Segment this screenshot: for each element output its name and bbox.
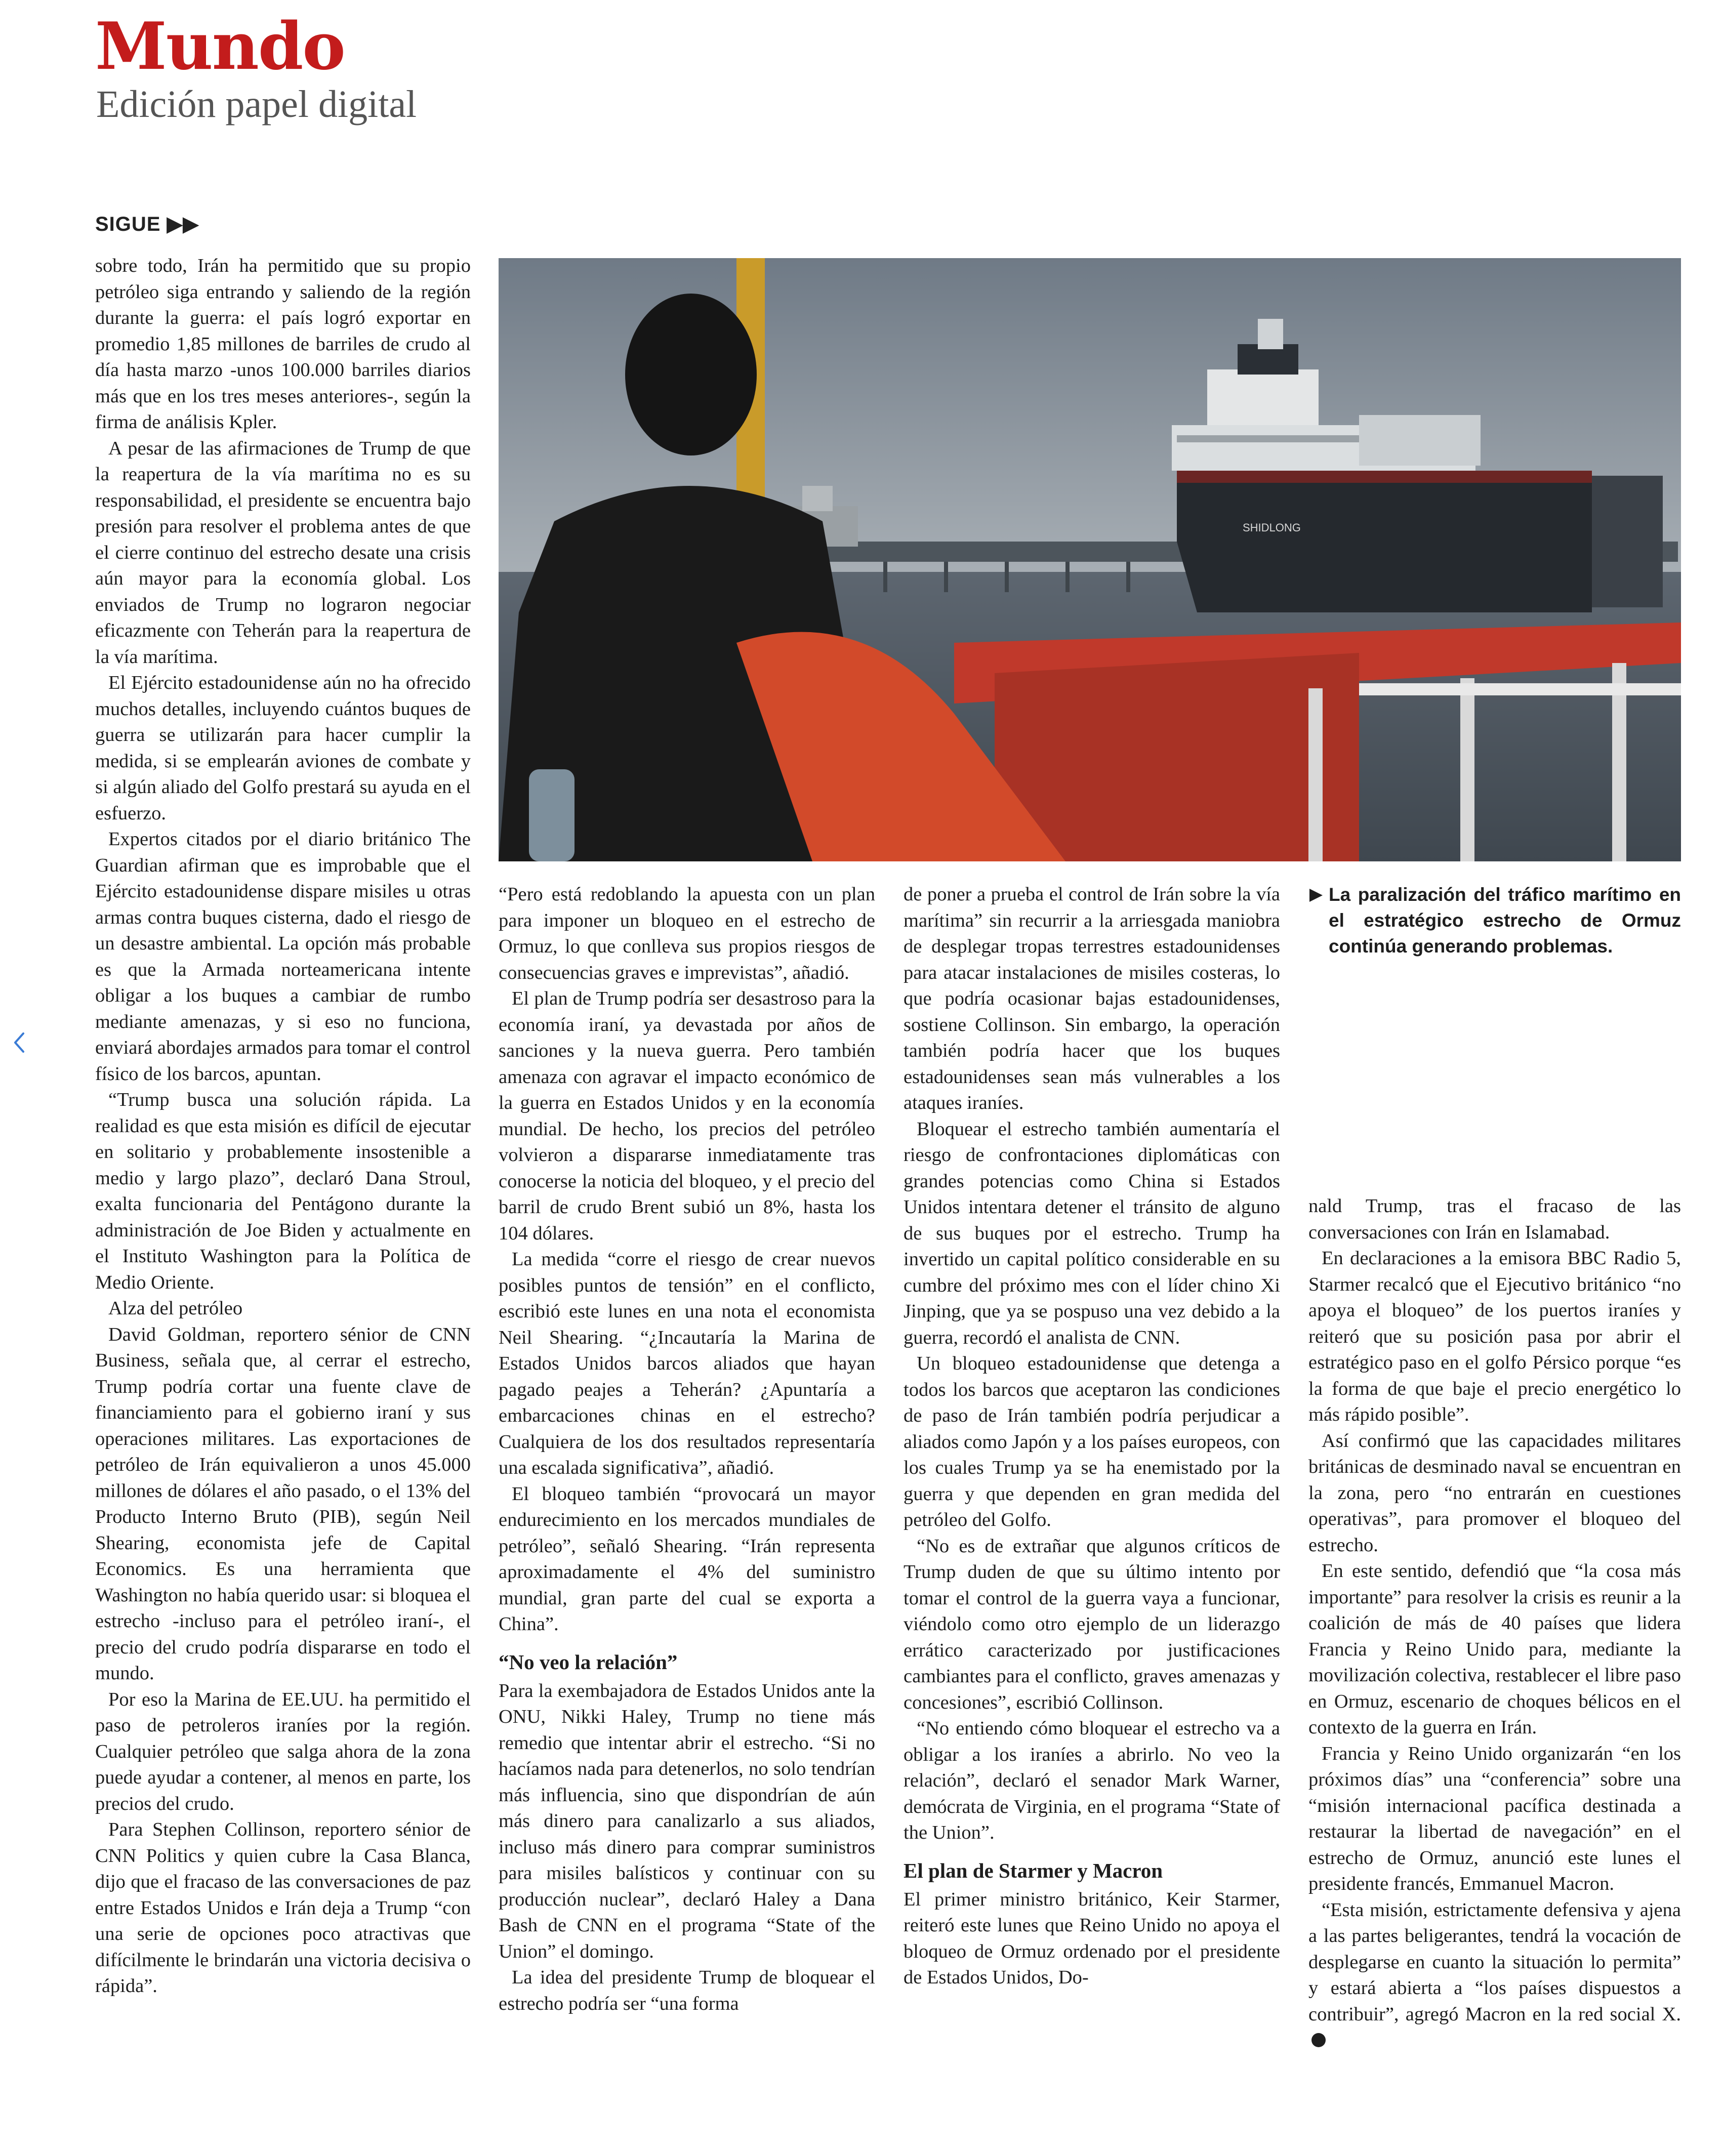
paragraph: En declaraciones a la emisora BBC Radio 5, Starmer recalcó que el Ejecutivo británico “no apoya el bloqueo” de los puertos iraníes y reiteró que su posición pasa por abrir el estratégico paso en el golfo Pérsico porque “es la forma de que baje el precio energético lo más rápido posible”. [1308, 1248, 1681, 1425]
subheading-no-veo-relacion: “No veo la relación” [499, 1650, 678, 1674]
section-title: Mundo [95, 9, 345, 85]
article-column-1 [95, 253, 471, 2000]
paragraph: Expertos citados por el diario británico The Guardian afirman que es improbable que el Ejército estadounidense dispare misiles u otras armas contra buques cisterna, dado el riesgo de un desastre ambiental. La opción más probable es que la Armada norteamericana intente obligar a los buques a cambiar de rumbo mediante amenazas, y si eso no funciona, enviará abordajes armados para tomar el control físico de los barcos, apuntan. [95, 828, 471, 1085]
paragraph: “No es de extrañar que algunos críticos de Trump duden de que su último intento por tomar el control de la guerra vaya a funcionar, viéndolo como otro ejemplo de un liderazgo errático caracterizado por justificaciones cambiantes para el conflicto, graves amenazas y concesiones”, escribió Collinson. [904, 1535, 1280, 1713]
paragraph: David Goldman, reportero sénior de CNN Business, señala que, al cerrar el estrecho, Trump podría cortar una fuente clave de financiamiento para el gobierno iraní y sus operaciones militares. Las exportaciones de petróleo de Irán equivalieron a unos 45.000 millones de dólares el año pasado, o el 13% del Producto Interno Bruto (PIB), según Neil Shearing, economista jefe de Capital Economics. Es una herramienta que Washington no había querido usar: si bloquea el estrecho -incluso para el petróleo iraní-, el precio del crudo podría dispararse en todo el mundo. [95, 1323, 471, 1684]
paragraph: Bloquear el estrecho también aumentaría el riesgo de confrontaciones diplomáticas con grandes potencias como China si Estados Unidos intentara detener el tránsito de alguno de sus buques por el estrecho. Trump ha invertido un capital político considerable en su cumbre del próximo mes con el líder chino Xi Jinping, que ya se pospuso una vez debido a la guerra, recordó el analista de CNN. [904, 1118, 1280, 1348]
paragraph: El plan de Trump podría ser desastroso para la economía iraní, ya devastada por años de sanciones y la nueva guerra. Pero también amenaza con agravar el impacto económico de la guerra en Estados Unidos y en la economía mundial. De hecho, los precios del petróleo volvieron a dispararse inmediatamente tras conocerse la noticia del bloqueo, y el precio del barril de crudo Brent subió un 8%, hasta los 104 dólares. [499, 988, 875, 1244]
ship-name-label: SHIDLONG [1243, 521, 1301, 534]
paragraph: En este sentido, defendió que “la cosa más importante” para resolver la crisis es reunir a la coalición de más de 40 países que lidera Francia y Reino Unido para, mediante la movilización colectiva, restablecer el libre paso en Ormuz, escenario de choques bélicos en el contexto de la guerra en Irán. [1308, 1560, 1681, 1738]
chevron-left-icon[interactable] [9, 1027, 29, 1058]
paragraph: Un bloqueo estadounidense que detenga a todos los barcos que aceptaron las condiciones de paso de Irán también podría perjudicar a aliados como Japón y a los países europeos, con los cuales Trump ya se ha enemistado por la guerra y que dependen en gran medida del petróleo del Golfo. [904, 1353, 1280, 1530]
paragraph: Por eso la Marina de EE.UU. ha permitido el paso de petroleros iraníes por la región. Cualquier petróleo que salga ahora de la zona puede ayudar a contener, al menos en parte, los precios del crudo. [95, 1688, 471, 1814]
article-column-4 [1308, 1193, 1681, 2054]
paragraph: Francia y Reino Unido organizarán “en los próximos días” una “conferencia” sobre una “misión internacional pacífica destinada a restaurar la libertad de navegación” en el estrecho de Ormuz, anunció este lunes el presidente francés, Emmanuel Macron. [1308, 1743, 1681, 1894]
paragraph: nald Trump, tras el fracaso de las conversaciones con Irán en Islamabad. [1308, 1195, 1681, 1243]
edition-subtitle: Edición papel digital [96, 83, 417, 126]
paragraph: de poner a prueba el control de Irán sobre la vía marítima” sin recurrir a la arriesgada maniobra de desplegar tropas terrestres estadounidenses para atacar instalaciones de misiles costeras, lo que podría ocasionar bajas estadounidenses, sostiene Collinson. Sin embargo, la operación también podría hacer que los buques estadounidenses sean más vulnerables a los ataques iraníes. [904, 884, 1280, 1113]
paragraph: Para Stephen Collinson, reportero sénior de CNN Politics y quien cubre la Casa Blanca, dijo que el fracaso de las conversaciones de paz entre Estados Unidos e Irán deja a Trump “con una serie de opciones poco atractivas que difícilmente le brindarán una victoria decisiva o rápida”. [95, 1819, 471, 1997]
article-column-3 [904, 882, 1280, 1991]
news-photo-tanker [499, 258, 1681, 861]
paragraph: “No entiendo cómo bloquear el estrecho va a obligar a los iraníes a abrirlo. No veo la relación”, declaró el senador Mark Warner, demócrata de Virginia, en el programa “State of the Union”. [904, 1718, 1280, 1843]
article-column-2 [499, 882, 875, 2017]
paragraph: “Trump busca una solución rápida. La realidad es que esta misión es difícil de ejecutar en solitario y probablemente insostenible a medio y largo plazo”, declaró Dana Stroul, exalta funcionaria del Pentágono durante la administración de Joe Biden y actualmente en el Instituto Washington para la Política de Medio Oriente. [95, 1089, 471, 1293]
paragraph: El bloqueo también “provocará un mayor endurecimiento en los mercados mundiales de petróleo”, señaló Shearing. “Irán representa aproximadamente el 4% del suministro mundial, gran parte del cual se exporta a China”. [499, 1483, 875, 1635]
paragraph: La idea del presidente Trump de bloquear el estrecho podría ser “una forma [499, 1967, 875, 2014]
end-of-article-icon [1311, 2033, 1326, 2047]
photo-caption: La paralización del tráfico marítimo en el estratégico estrecho de Ormuz continúa generando problemas. [1329, 884, 1681, 957]
paragraph: “Pero está redoblando la apuesta con un plan para imponer un bloqueo en el estrecho de Ormuz, lo que conlleva sus propios riesgos de consecuencias graves e imprevistas”, añadió. [499, 884, 875, 983]
continue-label: SIGUE ▶▶ [95, 213, 199, 235]
paragraph: Así confirmó que las capacidades militares británicas de desminado naval se encuentran en la zona, pero “no entrarán en cuestiones operativas”, para promover el bloqueo del estrecho. [1308, 1430, 1681, 1556]
caption-triangle-icon [1308, 888, 1324, 903]
paragraph: A pesar de las afirmaciones de Trump de que la reapertura de la vía marítima no es su responsabilidad, el presidente se encuentra bajo presión para resolver el problema antes de que el cierre continuo del estrecho desate una crisis aún mayor para la economía global. Los enviados de Trump no lograron negociar eficazmente con Teherán para la reapertura de la vía marítima. [95, 437, 471, 668]
paragraph: La medida “corre el riesgo de crear nuevos posibles puntos de tensión” en el conflicto, escribió este lunes en una nota el economista Neil Shearing. “¿Incautaría la Marina de Estados Unidos barcos aliados que hayan pagado peajes a Teherán? ¿Apuntaría a embarcaciones chinas en el estrecho? Cualquiera de los dos resultados representaría una escalada significativa”, añadió. [499, 1249, 875, 1478]
subheading-oil-rise: Alza del petróleo [108, 1298, 243, 1319]
paragraph-final [1308, 1897, 1681, 2054]
paragraph: El Ejército estadounidense aún no ha ofrecido muchos detalles, incluyendo cuántos buques de guerra se utilizarán para hacer cumplir la medida, si se emplearán aviones de combate y si algún aliado del Golfo prestará su ayuda en el esfuerzo. [95, 672, 471, 824]
paragraph: sobre todo, Irán ha permitido que su propio petróleo siga entrando y saliendo de la región durante la guerra: el país logró exportar en promedio 1,85 millones de barriles de crudo al día hasta marzo -unos 100.000 barriles diarios más que en los tres meses anteriores-, según la firma de análisis Kpler. [95, 255, 471, 433]
subheading-starmer-macron: El plan de Starmer y Macron [904, 1858, 1163, 1882]
paragraph-text: “Esta misión, estrictamente defensiva y ajena a las partes beligerantes, tendrá la vocación de desplegarse en cuanto la situación lo permita” y estará abierta a “los países dispuestos a contribuir”, agregó Macron en la red social X. [1308, 1899, 1681, 2025]
paragraph: Para la exembajadora de Estados Unidos ante la ONU, Nikki Haley, Trump no tiene más remedio que intentar abrir el estrecho. “Si no hacíamos nada para detenerlos, no solo tendrían más influencia, sino que dispondrían de aún más dinero para canalizarlo a sus aliados, incluso más dinero para comprar suministros para misiles balísticos y continuar con su producción nuclear”, declaró Haley a Dana Bash de CNN en el programa “State of the Union” el domingo. [499, 1680, 875, 1962]
paragraph: El primer ministro británico, Keir Starmer, reiteró este lunes que Reino Unido no apoya el bloqueo de Ormuz ordenado por el presidente de Estados Unidos, Do- [904, 1888, 1280, 1988]
photo-illustration [499, 258, 1681, 861]
